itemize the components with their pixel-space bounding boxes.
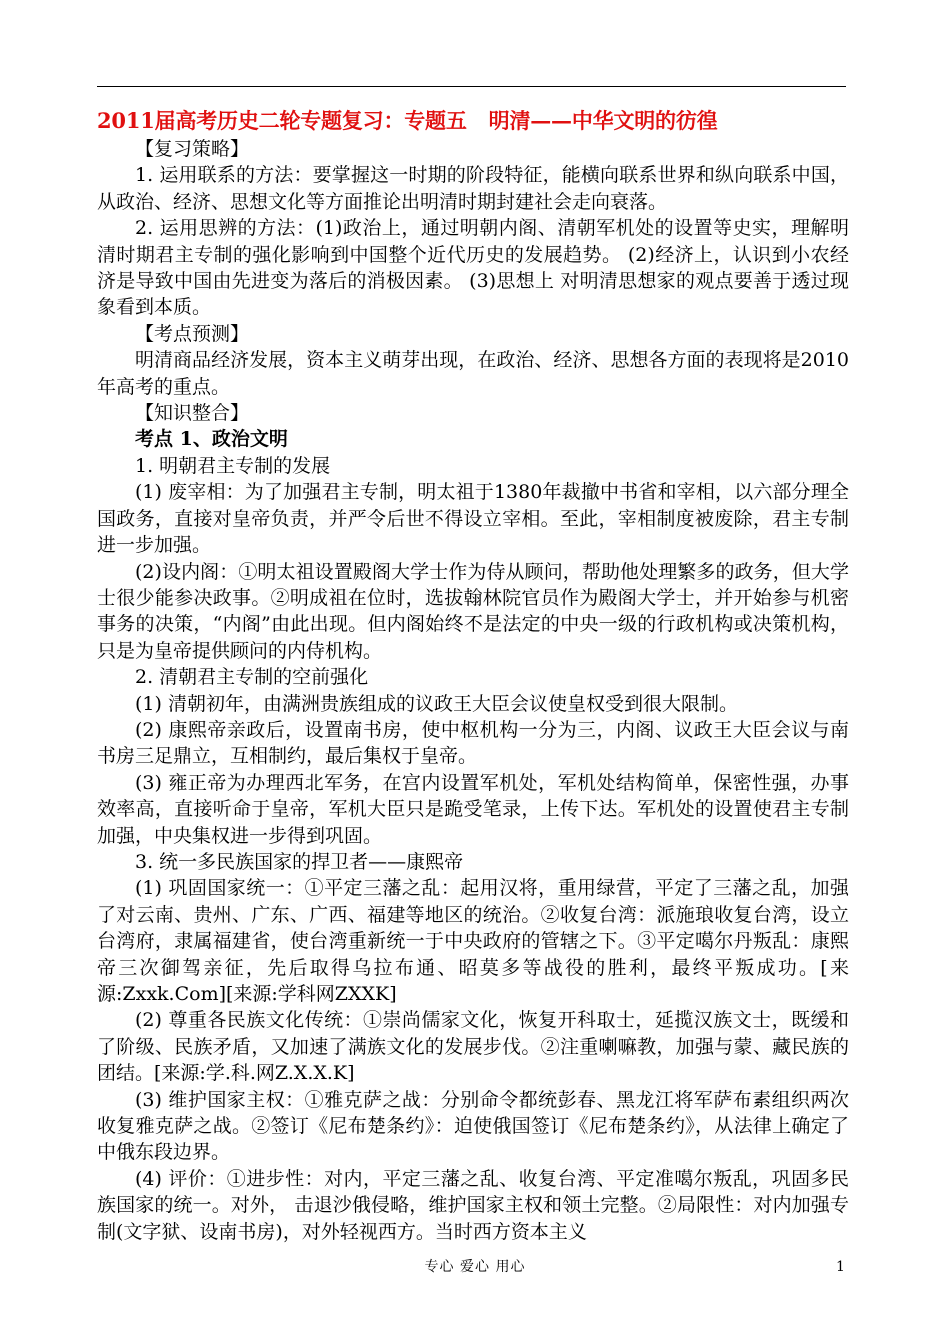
paragraph: (1) 废宰相：为了加强君主专制，明太祖于1380年裁撤中书省和宰相，以六部分理全国政务，直接对皇帝负责，并严令后世不得设立宰相。至此，宰相制度被废除，君主专制进一步加强。 xyxy=(97,481,849,557)
paragraph: 【知识整合】 xyxy=(135,402,250,425)
paragraph: (2) 尊重各民族文化传统：①崇尚儒家文化，恢复开科取士，延揽汉族文士，既缓和了阶级、民族矛盾，又加速了满族文化的发展步伐。②注重喇嘛教，加强与蒙、藏民族的团结。[来源:学.科.网Z.X.X.K] xyxy=(97,1009,849,1085)
paragraph: 【复习策略】 xyxy=(135,138,250,160)
document-body xyxy=(97,106,849,1245)
footer-motto: 专心 爱心 用心 xyxy=(424,1259,526,1275)
paragraph: (2) 康熙帝亲政后，设置南书房，使中枢机构一分为三，内阁、议政王大臣会议与南书房三足鼎立，互相制约，最后集权于皇帝。 xyxy=(97,718,849,768)
paragraph: (3) 维护国家主权：①雅克萨之战：分别命令都统彭春、黑龙江将军萨布素组织两次收复雅克萨之战。②签订《尼布楚条约》：迫使俄国签订《尼布楚条约》，从法律上确定了中俄东段边界。 xyxy=(97,1088,849,1164)
document-title xyxy=(97,106,849,136)
paragraph: (3) 雍正帝为办理西北军务，在宫内设置军机处，军机处结构简单，保密性强，办事效率高，直接听命于皇帝，军机大臣只是跪受笔录，上传下达。军机处的设置使君主专制加强，中央集权进一步得到巩固。 xyxy=(97,771,849,847)
header-rule xyxy=(97,86,846,87)
paragraph: 1. 明朝君主专制的发展 xyxy=(135,454,331,477)
paragraph: 3. 统一多民族国家的捍卫者——康熙帝 xyxy=(135,850,464,873)
paragraph: 明清商品经济发展，资本主义萌芽出现，在政治、经济、思想各方面的表现将是2010年高考的重点。 xyxy=(97,349,849,398)
title-part2: 明清——中华文明的彷徨 xyxy=(488,108,718,133)
paragraph-list xyxy=(97,136,849,1245)
page-number: 1 xyxy=(836,1259,845,1275)
paragraph: 2. 运用思辨的方法：(1)政治上，通过明朝内阁、清朝军机处的设置等史实，理解明清时期君主专制的强化影响到中国整个近代历史的发展趋势。 (2)经济上，认识到小农经济是导致中国由先进变为落后的消极因素。 (3)思想上 对明清思想家的观点要善于透过现象看到本质。 xyxy=(97,217,849,319)
paragraph: 【考点预测】 xyxy=(135,322,250,345)
paragraph: 考点 1、政治文明 xyxy=(135,428,288,451)
paragraph: (4) 评价：①进步性：对内，平定三藩之乱、收复台湾、平定准噶尔叛乱，巩固多民族国家的统一。对外， 击退沙俄侵略，维护国家主权和领土完整。②局限性：对内加强专制(文字狱、设南书房)，对外轻视西方。当时西方资本主义 xyxy=(97,1167,849,1243)
paragraph: 1. 运用联系的方法：要掌握这一时期的阶段特征，能横向联系世界和纵向联系中国，从政治、经济、思想文化等方面推论出明清时期封建社会走向衰落。 xyxy=(97,164,849,213)
paragraph: 2. 清朝君主专制的空前强化 xyxy=(135,666,369,689)
title-part1: 2011届高考历史二轮专题复习：专题五 xyxy=(97,108,467,133)
paragraph: (2)设内阁：①明太祖设置殿阁大学士作为侍从顾问，帮助他处理繁多的政务，但大学士很少能参决政事。②明成祖在位时，选拔翰林院官员作为殿阁大学士，并开始参与机密事务的决策，“内阁”由此出现。但内阁始终不是法定的中央一级的行政机构或决策机构，只是为皇帝提供顾问的内侍机构。 xyxy=(97,560,849,662)
paragraph: (1) 巩固国家统一：①平定三藩之乱：起用汉将，重用绿营，平定了三藩之乱，加强了对云南、贵州、广东、广西、福建等地区的统治。②收复台湾：派施琅收复台湾，设立台湾府，隶属福建省，使台湾重新统一于中央政府的管辖之下。③平定噶尔丹叛乱：康熙帝三次御驾亲征，先后取得乌拉布通、昭莫多等战役的胜利，最终平叛成功。[来源:Zxxk.Com][来源:学科网ZXXK] xyxy=(97,877,849,1005)
paragraph: (1) 清朝初年，由满洲贵族组成的议政王大臣会议使皇权受到很大限制。 xyxy=(135,692,738,715)
